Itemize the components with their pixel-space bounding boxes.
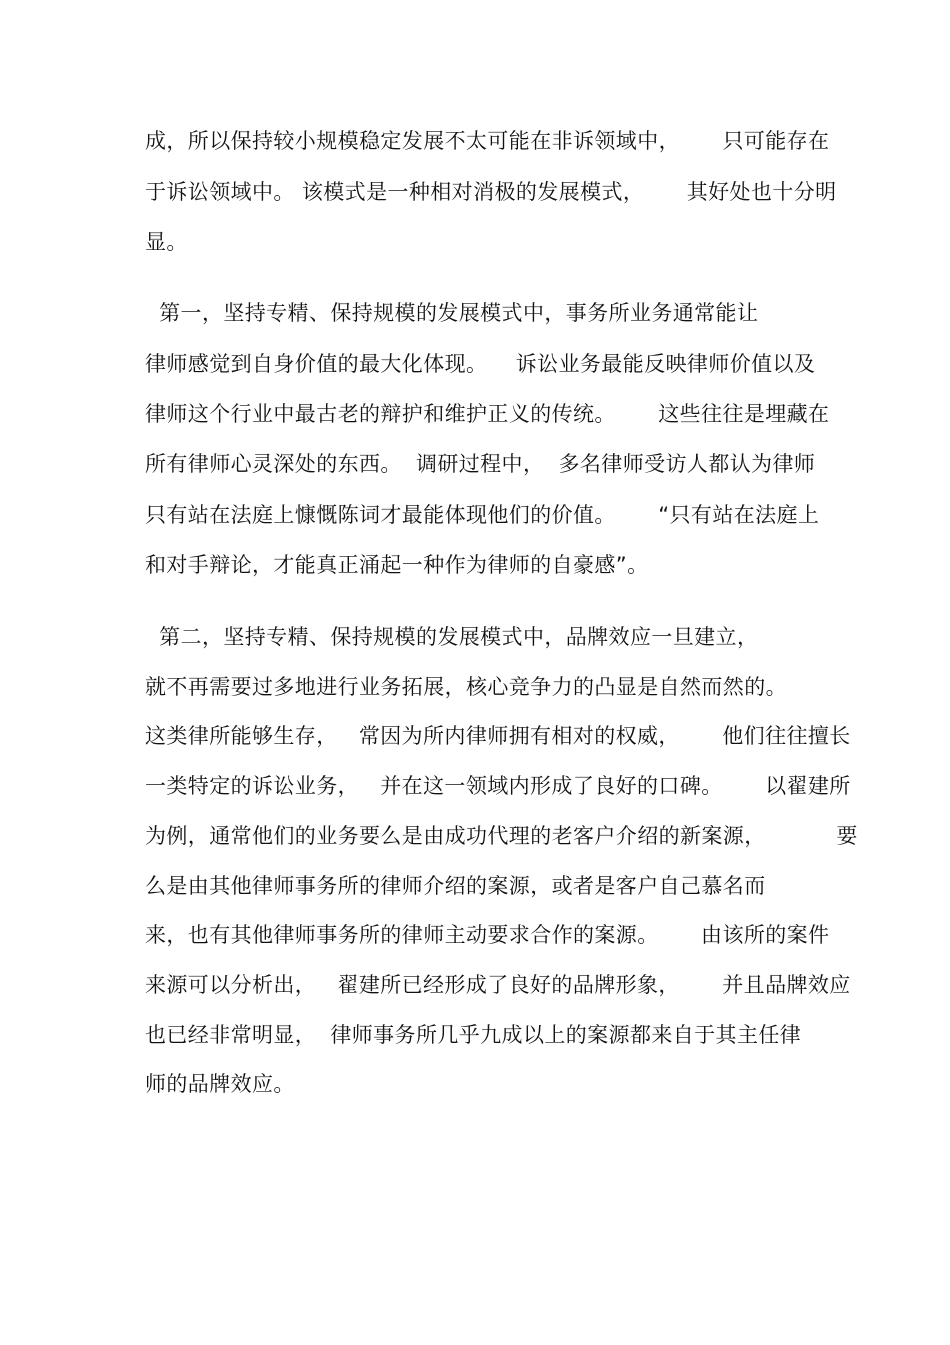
text-line: 第一，坚持专精、保持规模的发展模式中，事务所业务通常能让 (145, 301, 759, 325)
text-line: 一类特定的诉讼业务， 并在这一领域内形成了良好的口碑。 以翟建所 (145, 774, 851, 798)
text-line: 这类律所能够生存， 常因为所内律师拥有相对的权威， 他们往往擅长 (145, 724, 851, 748)
text-line: 和对手辩论，才能真正涌起一种作为律师的自豪感”。 (145, 553, 649, 577)
text-line: 也已经非常明显， 律师事务所几乎九成以上的案源都来自于其主任律 (145, 1023, 802, 1047)
text-line: 成，所以保持较小规模稳定发展不太可能在非诉领域中， 只可能存在 (145, 129, 830, 153)
text-line: 显。 (145, 230, 188, 254)
text-line: 么是由其他律师事务所的律师介绍的案源，或者是客户自己慕名而 (145, 874, 766, 898)
text-line: 为例，通常他们的业务要么是由成功代理的老客户介绍的新案源， 要 (145, 824, 858, 848)
text-line: 所有律师心灵深处的东西。 调研过程中， 多名律师受访人都认为律师 (145, 452, 816, 476)
text-line: 律师这个行业中最古老的辩护和维护正义的传统。 这些往往是埋藏在 (145, 402, 830, 426)
text-line: 只有站在法庭上慷慨陈词才最能体现他们的价值。 “只有站在法庭上 (145, 503, 820, 527)
text-line: 来源可以分析出， 翟建所已经形成了良好的品牌形象， 并且品牌效应 (145, 973, 851, 997)
text-line: 师的品牌效应。 (145, 1072, 295, 1096)
text-line: 第二，坚持专精、保持规模的发展模式中，品牌效应一旦建立， (145, 625, 759, 649)
text-line: 就不再需要过多地进行业务拓展，核心竞争力的凸显是自然而然的。 (145, 675, 787, 699)
text-line: 于诉讼领域中。 该模式是一种相对消极的发展模式， 其好处也十分明 (145, 180, 837, 204)
text-line: 来，也有其他律师事务所的律师主动要求合作的案源。 由该所的案件 (145, 923, 830, 947)
text-line: 律师感觉到自身价值的最大化体现。 诉讼业务最能反映律师价值以及 (145, 352, 816, 376)
